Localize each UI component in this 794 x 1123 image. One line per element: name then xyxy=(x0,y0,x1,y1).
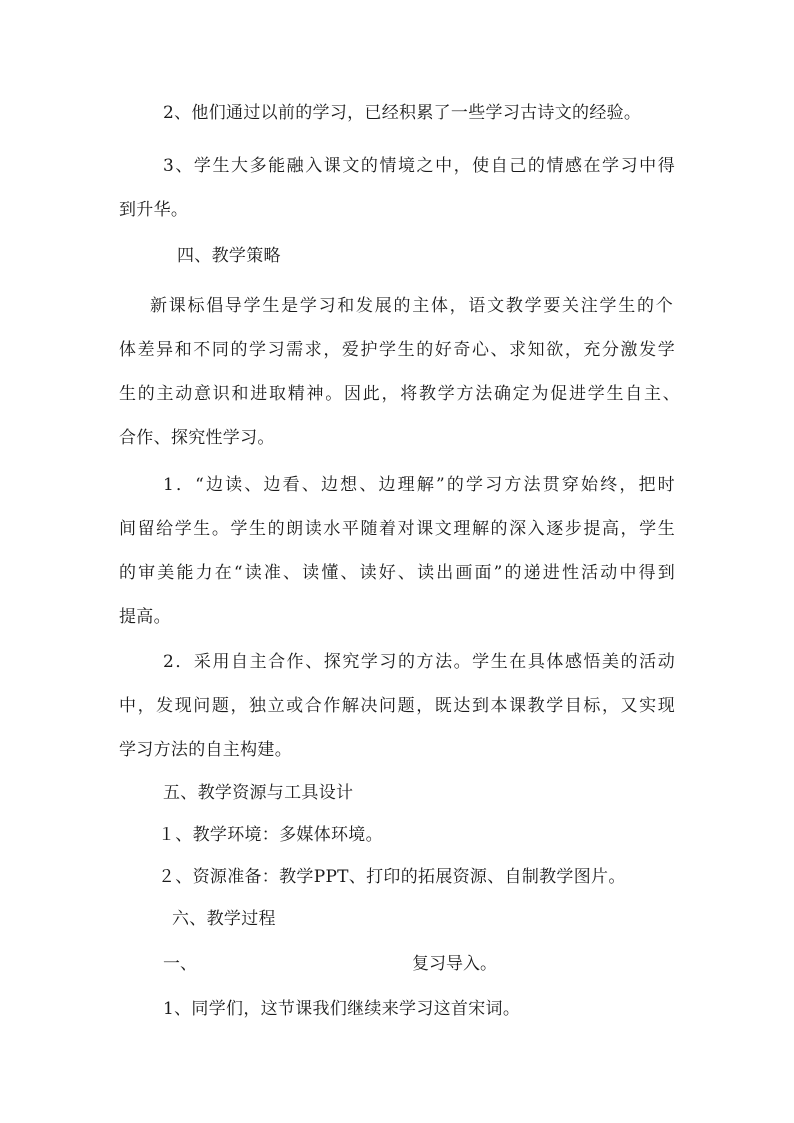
paragraph-line: 学习方法的自主构建。 xyxy=(119,740,292,760)
paragraph-line: 合作、探究性学习。 xyxy=(119,428,275,448)
paragraph-line: 生的主动意识和进取精神。因此，将教学方法确定为促进学生自主、 xyxy=(119,384,680,404)
subsection-number: 一、 xyxy=(163,954,197,974)
paragraph-line: 新课标倡导学生是学习和发展的主体，语文教学要关注学生的个 xyxy=(150,296,673,316)
paragraph-line: 3、学生大多能融入课文的情境之中，使自己的情感在学习中得 xyxy=(163,156,675,176)
section-heading: 四、教学策略 xyxy=(177,246,281,266)
paragraph-line: ２、资源准备：教学PPT、打印的拓展资源、自制教学图片。 xyxy=(158,867,626,887)
paragraph-line: １、教学环境：多媒体环境。 xyxy=(158,825,383,845)
section-heading: 六、教学过程 xyxy=(172,909,276,929)
paragraph-line: 体差异和不同的学习需求，爱护学生的好奇心、求知欲，充分激发学 xyxy=(119,340,675,360)
paragraph-line: 2、他们通过以前的学习，已经积累了一些学习古诗文的经验。 xyxy=(163,103,642,123)
paragraph-line: 到升华。 xyxy=(119,200,189,220)
paragraph-line: 间留给学生。学生的朗读水平随着对课文理解的深入逐步提高，学生 xyxy=(119,519,675,539)
paragraph-line: 1．“边读、边看、边想、边理解”的学习方法贯穿始终，把时 xyxy=(163,475,675,495)
section-heading: 五、教学资源与工具设计 xyxy=(163,783,354,803)
paragraph-line: 提高。 xyxy=(119,607,171,627)
paragraph-line: 的审美能力在“读准、读懂、读好、读出画面”的递进性活动中得到 xyxy=(119,563,675,583)
paragraph-line: 2．采用自主合作、探究学习的方法。学生在具体感悟美的活动 xyxy=(163,652,675,672)
paragraph-line: 1、同学们，这节课我们继续来学习这首宋词。 xyxy=(163,999,521,1019)
subsection-title: 复习导入。 xyxy=(412,954,497,974)
paragraph-line: 中，发现问题，独立或合作解决问题，既达到本课教学目标，又实现 xyxy=(119,696,675,716)
